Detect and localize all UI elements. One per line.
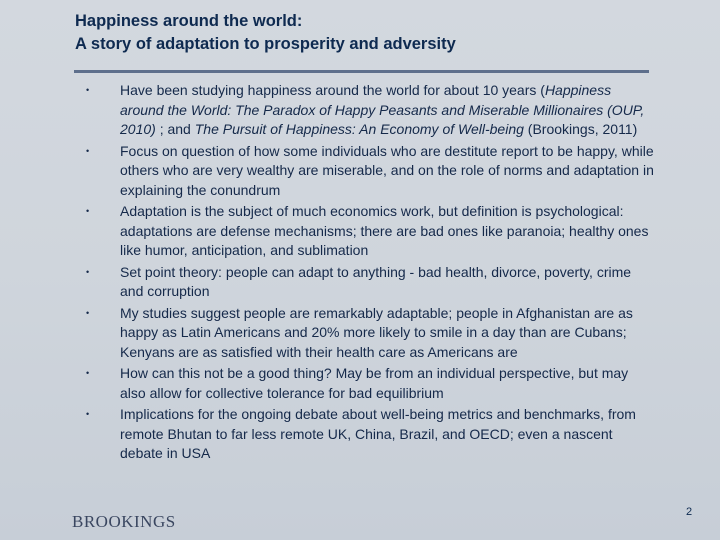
bullet-text: Set point theory: people can adapt to anything - bad health, divorce, poverty, crime and corruption [120,263,632,299]
bullet-icon: • [86,368,90,378]
bullet-text: Implications for the ongoing debate about well-being metrics and benchmarks, from remote Bhutan to far less remote UK, China, Brazil, and OECD; even a nascent debate in USA [120,406,636,461]
title-line-1: Happiness around the world: [75,12,303,30]
bullet-icon: • [86,409,90,419]
bullet-text: How can this not be a good thing? May be from an individual perspective, but may also allow for collective tolerance for bad equilibrium [120,365,629,401]
bullet-item [86,202,656,261]
bullet-icon: • [86,307,90,318]
title-line-2: A story of adaptation to prosperity and adversity [75,35,456,53]
bullet-item [86,405,656,464]
bullet-item [86,142,656,201]
bullet-item [86,304,656,363]
bullet-text: My studies suggest people are remarkably adaptable; people in Afghanistan are as happy as Latin Americans and 20% more likely to smile in a day than are Cubans; Kenyans are as satisfied with their health care as Americans are [120,304,633,360]
bullet-item [86,81,656,140]
bullet-text: ; and [155,121,195,137]
bullet-icon: • [86,145,90,156]
bullet-item [86,364,656,403]
book-title-2: The Pursuit of Happiness: An Economy of Well-being [194,121,524,137]
slide-title [75,10,675,56]
bullet-icon: • [86,85,90,95]
bullet-list [86,81,656,466]
bullet-text: Focus on question of how some individuals who are destitute report to be happy, while others who are very wealthy are miserable, and on the role of norms and adaptation in explaining the conundrum [120,142,654,198]
bullet-item [86,263,656,302]
brookings-logo: BROOKINGS [72,512,176,531]
bullet-text: Have been studying happiness around the world for about 10 years ( [120,82,545,98]
bullet-text: Adaptation is the subject of much economics work, but definition is psychological: adaptations are defense mechanisms; there are bad ones like paranoia; healthy ones like humor, anticipation, and sublimation [120,203,649,258]
page-number: 2 [686,506,693,518]
bullet-icon: • [86,206,90,216]
bullet-icon: • [86,266,90,277]
bullet-text: (Brookings, 2011) [523,121,638,137]
book-title-1: Happiness around the World: The Paradox of Happy Peasants and Miserable Millionaires (OUP, 2010) [120,82,645,137]
title-divider [74,70,649,73]
